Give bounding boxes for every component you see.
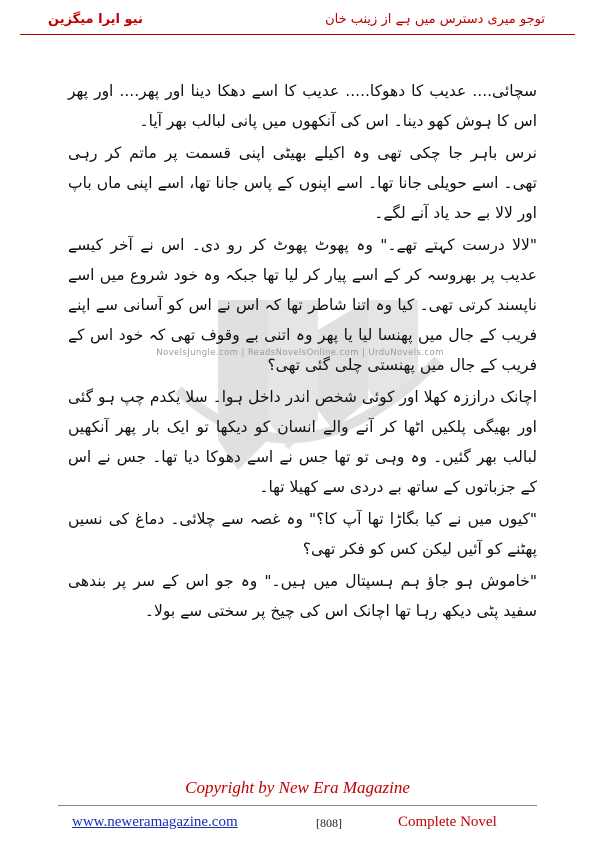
paragraph: "کیوں میں نے کیا بگاڑا تھا آپ کا؟" وہ غصہ سے چلائی۔ دماغ کی نسیں پھٹنے کو آئیں لیکن کس کو فکر تھی؟ bbox=[68, 510, 537, 558]
watermark-text: NovelsJungle.com | ReadsNovelsOnline.com | UrduNovels.com bbox=[156, 348, 444, 358]
paragraph: نرس باہر جا چکی تھی وہ اکیلے بھیٹی اپنی قسمت پر ماتم کر رہی تھی۔ اسے حویلی جانا تھا۔ اسے اپنوں کے پاس جانا تھا، اسے اپنی ماں باپ اور لالا بے حد یاد آنے لگے۔ bbox=[68, 144, 537, 222]
novel-body bbox=[68, 76, 537, 628]
novel-title: توجو میری دسترس میں ہے از زینب خان bbox=[325, 12, 545, 27]
magazine-brand: نیو ایرا میگزین bbox=[48, 12, 143, 27]
page-header bbox=[20, 6, 575, 36]
header-rule bbox=[20, 34, 575, 35]
paragraph: "خاموش ہو جاؤ ہم ہسپتال میں ہیں۔" وہ جو اس کے سر پر بندھی سفید پٹی دیکھ رہا تھا اچانک اس کی چیخ پر سختی سے بولا۔ bbox=[68, 572, 537, 620]
paragraph: "لالا درست کہتے تھے۔" وہ پھوٹ پھوٹ کر رو دی۔ اس نے آخر کیسے عدیب پر بھروسہ کر کے اسے پیار کر لیا تھا جبکہ وہ خود شروع میں اسے ناپسند کرتی تھی۔ کیا وہ اتنا شاطر تھا کہ اس نے اس کو آسانی سے اپنے فریب کے جال میں پھنسا لیا یا پھر وہ اتنی بے وقوف تھی کہ خود اس کے فریب کے جال میں پھنستی چلی گئی تھی؟ bbox=[68, 236, 537, 374]
copyright-notice: Copyright by New Era Magazine bbox=[185, 778, 410, 797]
complete-novel-label: Complete Novel bbox=[398, 814, 497, 830]
website-link[interactable]: www.neweramagazine.com bbox=[72, 814, 238, 830]
page-footer bbox=[0, 814, 595, 836]
paragraph: سچائی.... عدیب کا دھوکا..... عدیب کا اسے دھکا دینا اور پھر.... اور پھر اس کا ہوش کھو دینا۔ اس کی آنکھوں میں پانی لبالب بھر آیا۔ bbox=[68, 82, 537, 130]
page-number: [808] bbox=[316, 816, 342, 830]
paragraph: اچانک دراززہ کھلا اور کوئی شخص اندر داخل ہوا۔ سلا یکدم چپ ہو گئی اور بھیگی پلکیں اٹھا کر آنے والے انسان کو دیکھا تو ایک بار پھر آنکھیں لبالب بھر گئیں۔ وہ وہی تو تھا جس نے اسے دھوکا دیا تھا۔ جس نے اس کے جزباتوں کے ساتھ بے دردی سے کھیلا تھا۔ bbox=[68, 388, 537, 496]
footer-rule bbox=[58, 805, 537, 806]
